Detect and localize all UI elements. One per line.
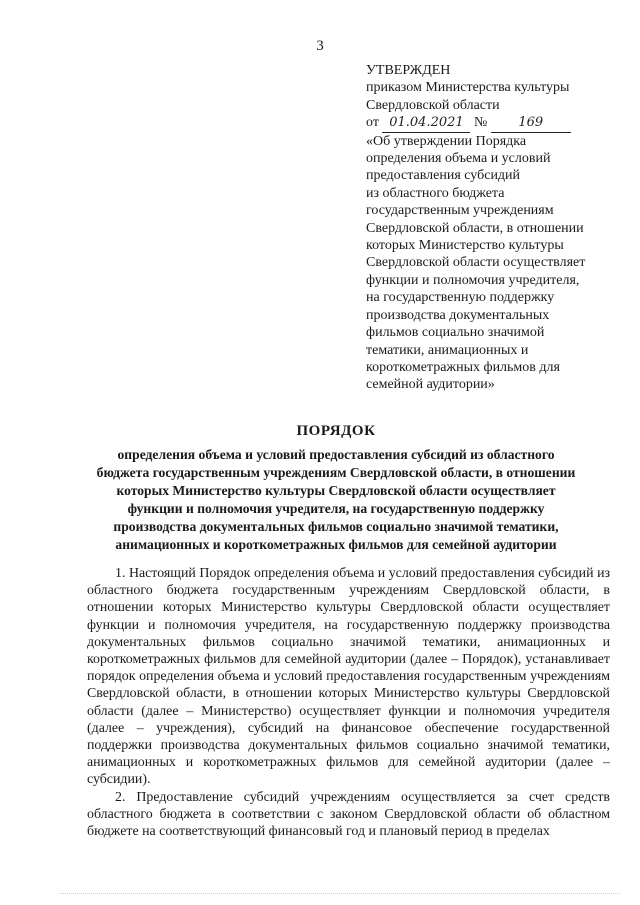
approval-subject-line: «Об утверждении Порядка <box>366 133 527 149</box>
page-bottom-edge <box>60 893 620 894</box>
approval-line: Свердловской области <box>366 97 500 113</box>
approval-subject-line: производства документальных <box>366 307 550 323</box>
page-number: 3 <box>316 38 324 54</box>
approval-subject-line: короткометражных фильмов для <box>366 359 560 375</box>
document-subtitle-line: анимационных и короткометражных фильмов для семейной аудитории <box>115 537 557 552</box>
approval-subject-line: государственным учреждениям <box>366 203 554 219</box>
handwritten-number: 169 <box>491 114 571 132</box>
document-title: ПОРЯДОК <box>296 423 376 439</box>
approval-subject-line: тематики, анимационных и <box>366 342 529 358</box>
document-subtitle-line: которых Министерство культуры Свердловской области осуществляет <box>116 483 556 498</box>
approval-block <box>366 62 616 394</box>
body-paragraph: 2. Предоставление субсидий учреждениям осуществляется за счет средств областного бюджета в соответствии с законом Свердловской области об областном бюджете на соответствующий финансовый год и плановый период в пределах <box>87 789 610 840</box>
document-subtitle-line: бюджета государственным учреждениям Свердловской области, в отношении <box>96 465 576 480</box>
approval-subject-line: на государственную поддержку <box>366 290 555 306</box>
document-subtitle-line: определения объема и условий предоставления субсидий из областного <box>117 447 555 462</box>
document-body <box>87 565 610 840</box>
approval-subject-line: семейной аудитории» <box>366 377 495 393</box>
document-title-block <box>60 423 612 554</box>
approval-subject-line: Свердловской области, в отношении <box>366 220 584 236</box>
approval-line: приказом Министерства культуры <box>366 80 570 96</box>
document-subtitle-line: производства документальных фильмов социально значимой тематики, <box>113 519 559 534</box>
approval-date-line <box>366 114 616 132</box>
approval-heading: УТВЕРЖДЕН <box>366 63 451 78</box>
document-subtitle-line: функции и полномочия учредителя, на государственную поддержку <box>127 501 545 516</box>
approval-subject-line: фильмов социально значимой <box>366 325 545 341</box>
number-prefix: № <box>473 115 488 131</box>
handwritten-date: 01.04.2021 <box>382 114 470 132</box>
body-paragraph: 1. Настоящий Порядок определения объема и условий предоставления субсидий из областного бюджета государственным учреждениям Свердловской области, в отношении которых Министерство культуры Свердловской области осуществляет функции и полномочия учредителя, на государственную поддержку производства документальных фильмов социально значимой тематики, анимационных и короткометражных фильмов для семейной аудитории (далее – Порядок), устанавливает порядок определения объема и условий предоставления государственным учреждениям Свердловской области, в отношении которых Министерство культуры Свердловской области (далее – Министерство) осуществляет функции и полномочия учредителя (далее – учреждения), субсидий на финансовое обеспечение государственной поддержки производства документальных фильмов социально значимой тематики, анимационных и короткометражных фильмов для семейной аудитории (далее – субсидии). <box>87 566 610 788</box>
approval-subject-line: Свердловской области осуществляет <box>366 255 586 271</box>
approval-subject-line: предоставления субсидий <box>366 168 521 184</box>
date-prefix: от <box>366 115 379 131</box>
approval-subject-line: функции и полномочия учредителя, <box>366 272 580 288</box>
approval-subject-line: из областного бюджета <box>366 185 505 201</box>
approval-subject-line: определения объема и условий <box>366 151 551 167</box>
approval-subject-line: которых Министерство культуры <box>366 238 564 254</box>
